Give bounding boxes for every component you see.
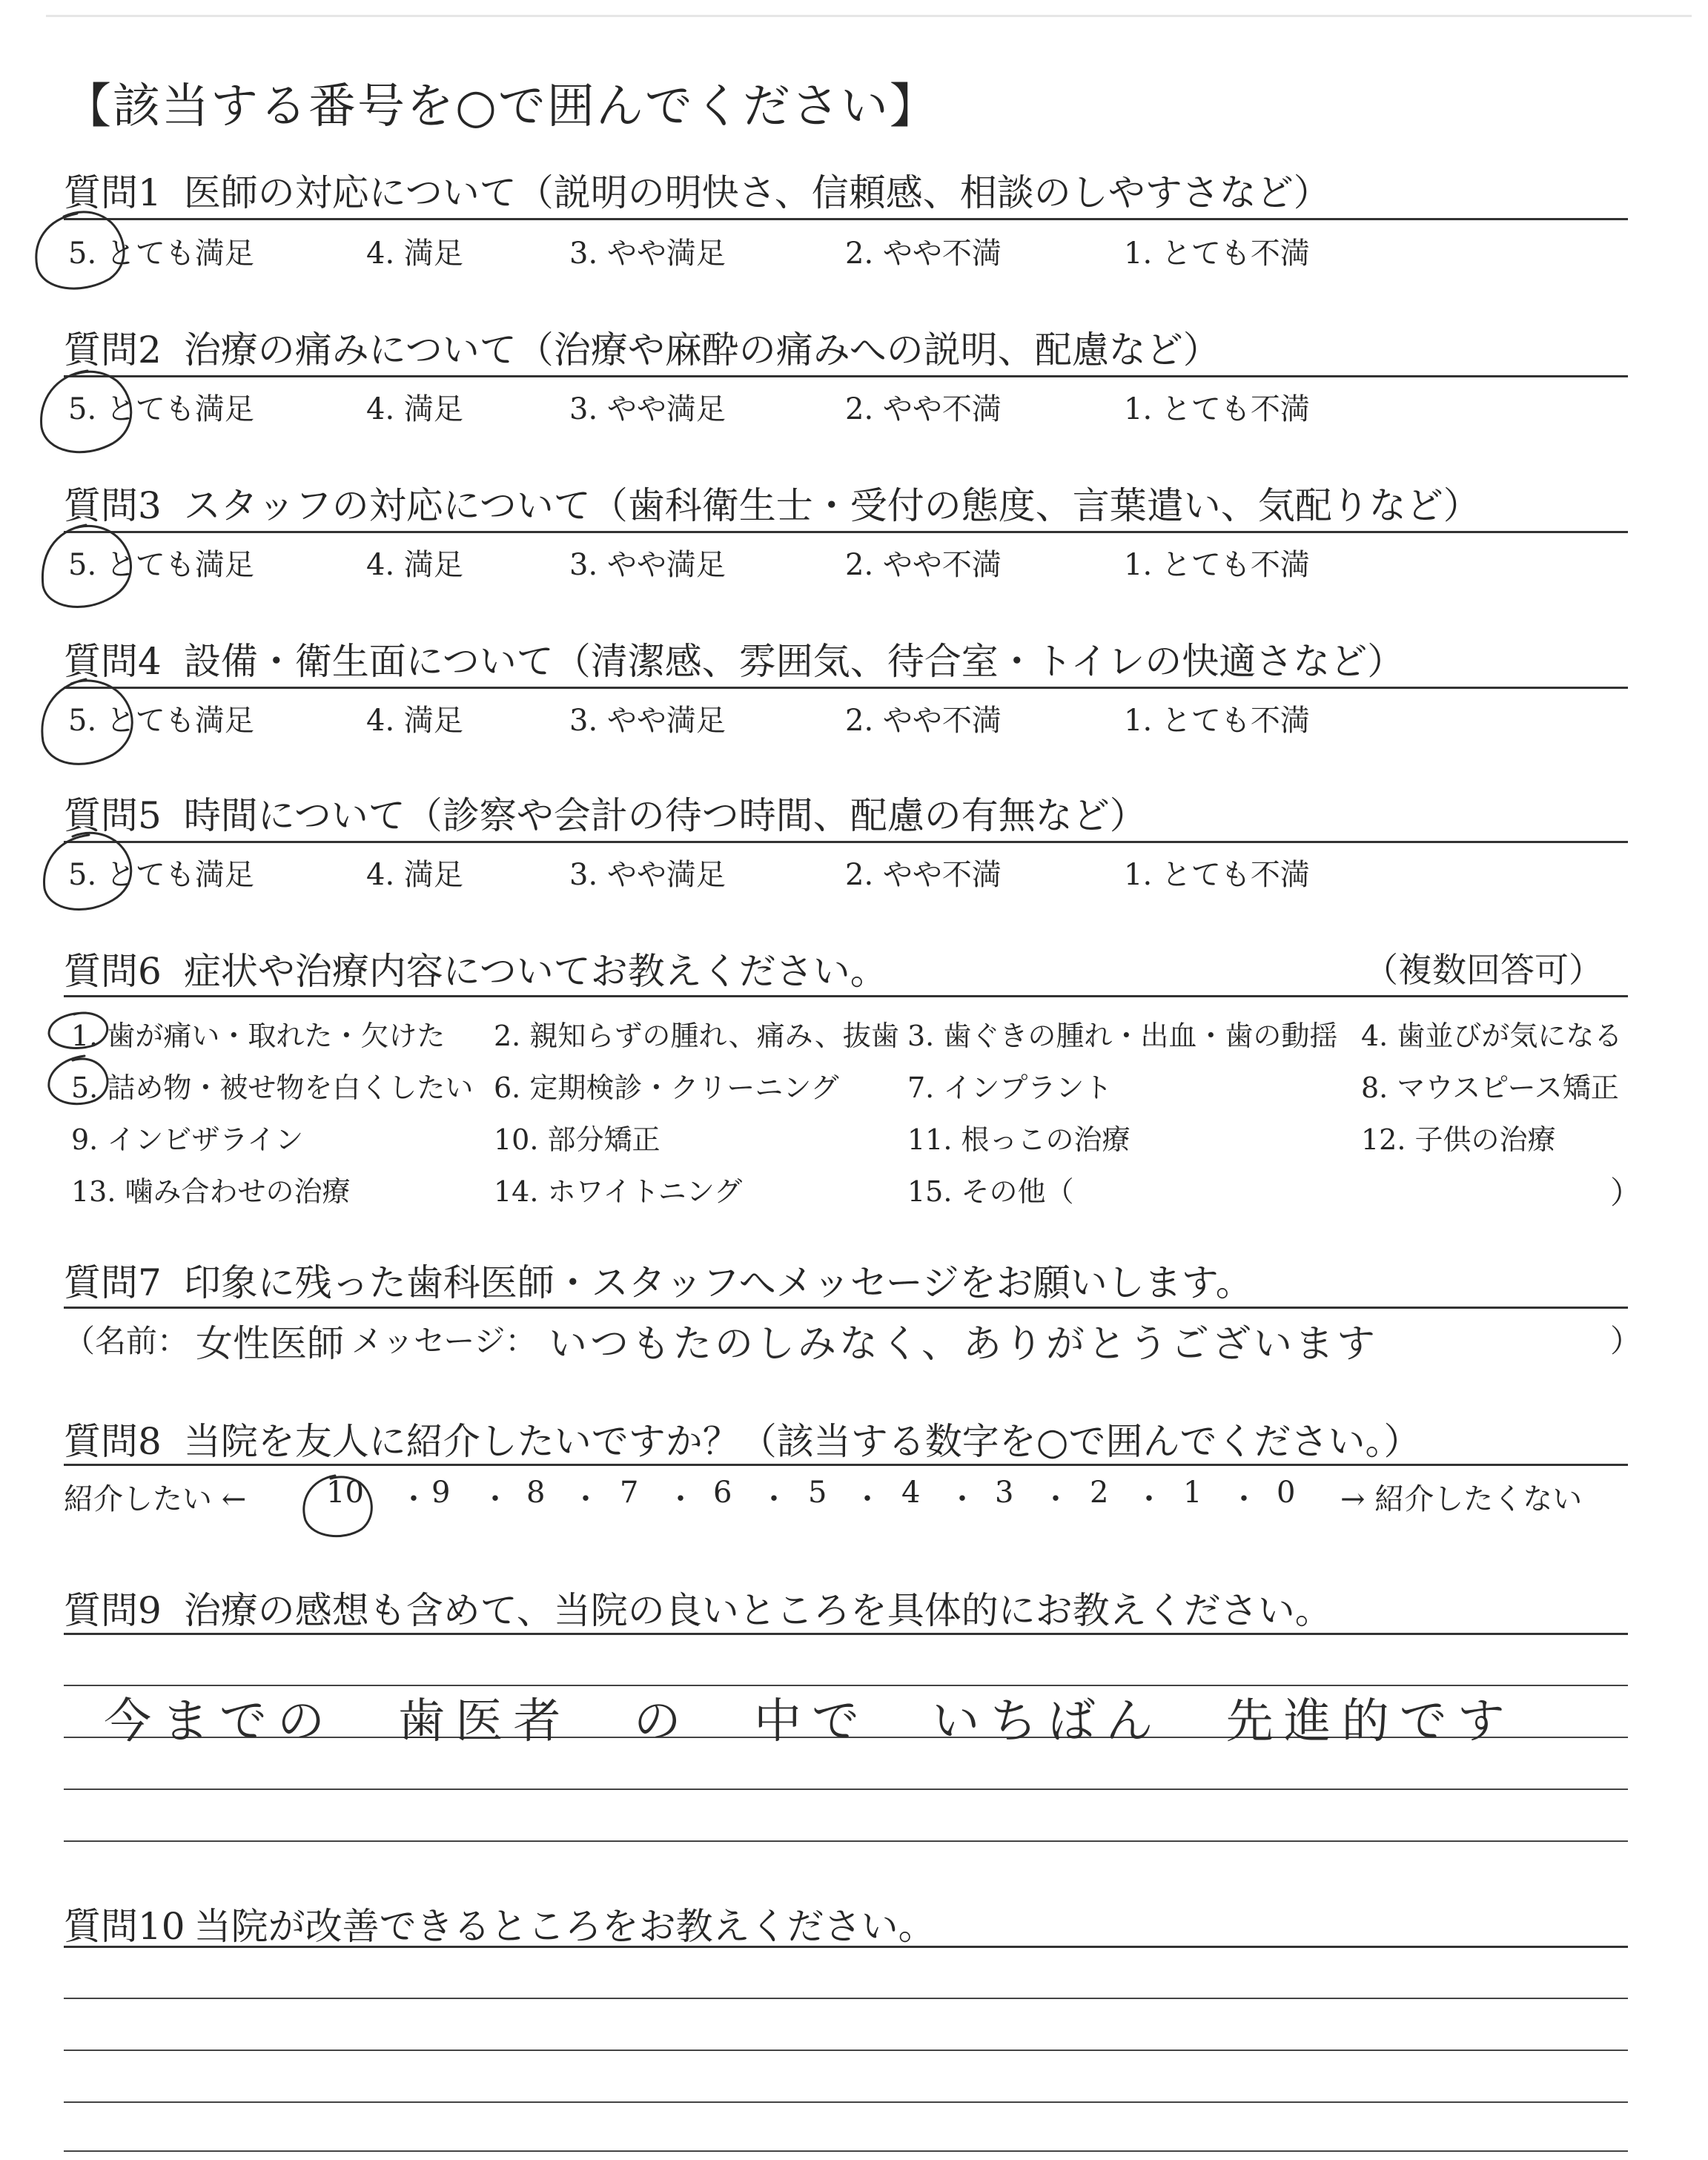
dot: ・ (480, 1482, 510, 1516)
multiple-answer-note: （複数回答可） (1364, 950, 1603, 990)
q6-item-3[interactable]: 3. 歯ぐきの腫れ・出血・歯の動揺 (907, 1020, 1338, 1052)
q4-option-5[interactable]: 5. とても満足 (68, 704, 254, 738)
q6-item-8[interactable]: 8. マウスピース矯正 (1361, 1071, 1619, 1104)
q8-score-8[interactable]: 8 (526, 1476, 546, 1510)
dot: ・ (1229, 1482, 1259, 1516)
q6-item-12[interactable]: 12. 子供の治療 (1361, 1123, 1556, 1156)
q8-score-1[interactable]: 1 (1183, 1476, 1202, 1510)
q6-item-10[interactable]: 10. 部分矯正 (494, 1123, 661, 1156)
q1-option-5[interactable]: 5. とても満足 (68, 237, 254, 271)
q3-option-1[interactable]: 1. とても不満 (1124, 548, 1310, 582)
question-number: 質問1 (64, 171, 162, 214)
q6-item-6[interactable]: 6. 定期検診・クリーニング (494, 1071, 839, 1104)
q8-score-6[interactable]: 6 (713, 1476, 732, 1510)
question-number: 質問4 (64, 640, 162, 683)
q3-option-3[interactable]: 3. やや満足 (569, 548, 726, 582)
q6-item-1-selection-circle (49, 1013, 107, 1048)
question-text: 当院を友人に紹介したいですか？（該当する数字を○で囲んでください。） (183, 1420, 1421, 1463)
q8-left-label: 紹介したい ← (64, 1482, 247, 1516)
q8-score-3[interactable]: 3 (995, 1476, 1014, 1510)
q7-message-handwritten: いつもたのしみなく、ありがとうございます (549, 1322, 1378, 1367)
q6-item-5[interactable]: 5. 詰め物・被せ物を白くしたい (71, 1071, 474, 1104)
question-number: 質問9 (64, 1589, 162, 1632)
q8-score-4[interactable]: 4 (901, 1476, 921, 1510)
q6-item-14[interactable]: 14. ホワイトニング (494, 1175, 743, 1208)
q2-option-1[interactable]: 1. とても不満 (1124, 392, 1310, 426)
q2-option-2[interactable]: 2. やや不満 (845, 392, 1002, 426)
q6-item-4[interactable]: 4. 歯並びが気になる (1361, 1020, 1623, 1052)
q7-message-label: メッセージ： (351, 1323, 537, 1359)
q6-item-2[interactable]: 2. 親知らずの腫れ、痛み、抜歯 (494, 1020, 899, 1052)
dot: ・ (1041, 1482, 1070, 1516)
q8-score-5[interactable]: 5 (808, 1476, 827, 1510)
question-text: スタッフの対応について（歯科衛生士・受付の態度、言葉遣い、気配りなど） (183, 484, 1480, 527)
q8-right-label: → 紹介したくない (1340, 1482, 1583, 1516)
q3-selection-circle (42, 525, 130, 607)
q6-item-7[interactable]: 7. インプラント (907, 1071, 1113, 1104)
dot: ・ (571, 1482, 600, 1516)
dot: ・ (853, 1482, 882, 1516)
q4-option-1[interactable]: 1. とても不満 (1124, 704, 1310, 738)
dot: ・ (1134, 1482, 1164, 1516)
q5-selection-circle (44, 833, 131, 909)
form-title: 【該当する番号を○で囲んでください】 (64, 79, 939, 134)
q5-option-3[interactable]: 3. やや満足 (569, 858, 726, 892)
q5-option-2[interactable]: 2. やや不満 (845, 858, 1002, 892)
q2-option-4[interactable]: 4. 満足 (366, 392, 463, 426)
question-text: 設備・衛生面について（清潔感、雰囲気、待合室・トイレの快適さなど） (183, 640, 1405, 683)
question-text: 治療の感想も含めて、当院の良いところを具体的にお教えください。 (183, 1589, 1332, 1632)
question-text: 印象に残った歯科医師・スタッフへメッセージをお願いします。 (183, 1261, 1253, 1304)
q3-option-5[interactable]: 5. とても満足 (68, 548, 254, 582)
q2-option-5[interactable]: 5. とても満足 (68, 392, 254, 426)
question-number: 質問10 (64, 1905, 185, 1948)
q5-option-1[interactable]: 1. とても不満 (1124, 858, 1310, 892)
q5-option-4[interactable]: 4. 満足 (366, 858, 463, 892)
q6-item-15[interactable]: 15. その他（ (907, 1175, 1074, 1208)
dot: ・ (666, 1482, 695, 1516)
q8-score-7[interactable]: 7 (620, 1476, 639, 1510)
q7-name-handwritten: 女性医師 (196, 1322, 344, 1365)
question-number: 質問6 (64, 950, 162, 993)
q8-score-9[interactable]: 9 (431, 1476, 451, 1510)
q7-name-label: （名前： (64, 1323, 189, 1359)
q8-score-0[interactable]: 0 (1277, 1476, 1296, 1510)
q8-score-2[interactable]: 2 (1090, 1476, 1109, 1510)
q4-selection-circle (42, 679, 132, 764)
q6-item-5-selection-circle (49, 1056, 107, 1104)
q7-close-paren: ） (1610, 1323, 1642, 1359)
q2-option-3[interactable]: 3. やや満足 (569, 392, 726, 426)
q1-selection-circle (36, 212, 124, 288)
q4-option-4[interactable]: 4. 満足 (366, 704, 463, 738)
q4-option-3[interactable]: 3. やや満足 (569, 704, 726, 738)
question-text: 時間について（診察や会計の待つ時間、配慮の有無など） (183, 794, 1147, 837)
q3-option-4[interactable]: 4. 満足 (366, 548, 463, 582)
q9-handwritten-answer: 今までの 歯医者 の 中で いちばん 先進的です (104, 1694, 1515, 1749)
question-text: 当院が改善できるところをお教えください。 (193, 1905, 936, 1948)
q1-option-4[interactable]: 4. 満足 (366, 237, 463, 271)
q3-option-2[interactable]: 2. やや不満 (845, 548, 1002, 582)
q8-score-10[interactable]: 10 (326, 1476, 364, 1510)
q2-selection-circle (42, 371, 131, 452)
q4-option-2[interactable]: 2. やや不満 (845, 704, 1002, 738)
q6-item-13[interactable]: 13. 噛み合わせの治療 (71, 1175, 351, 1208)
q1-option-3[interactable]: 3. やや満足 (569, 237, 726, 271)
question-text: 医師の対応について（説明の明快さ、信頼感、相談のしやすさなど） (183, 171, 1331, 214)
question-number: 質問3 (64, 484, 162, 527)
question-number: 質問8 (64, 1420, 162, 1463)
question-number: 質問2 (64, 328, 162, 371)
question-text: 治療の痛みについて（治療や麻酔の痛みへの説明、配慮など） (183, 328, 1220, 371)
q1-option-2[interactable]: 2. やや不満 (845, 237, 1002, 271)
dot: ・ (947, 1482, 977, 1516)
dot: ・ (399, 1482, 428, 1516)
q6-other-close-paren: ） (1610, 1175, 1642, 1211)
q1-option-1[interactable]: 1. とても不満 (1124, 237, 1310, 271)
dot: ・ (759, 1482, 789, 1516)
q5-option-5[interactable]: 5. とても満足 (68, 858, 254, 892)
question-number: 質問7 (64, 1261, 162, 1304)
question-text: 症状や治療内容についてお教えください。 (183, 950, 887, 993)
q6-item-11[interactable]: 11. 根っこの治療 (907, 1123, 1131, 1156)
q6-item-1[interactable]: 1. 歯が痛い・取れた・欠けた (71, 1020, 446, 1052)
q6-item-9[interactable]: 9. インビザライン (71, 1123, 304, 1156)
question-number: 質問5 (64, 794, 162, 837)
q8-score-10-selection-circle (304, 1476, 372, 1536)
